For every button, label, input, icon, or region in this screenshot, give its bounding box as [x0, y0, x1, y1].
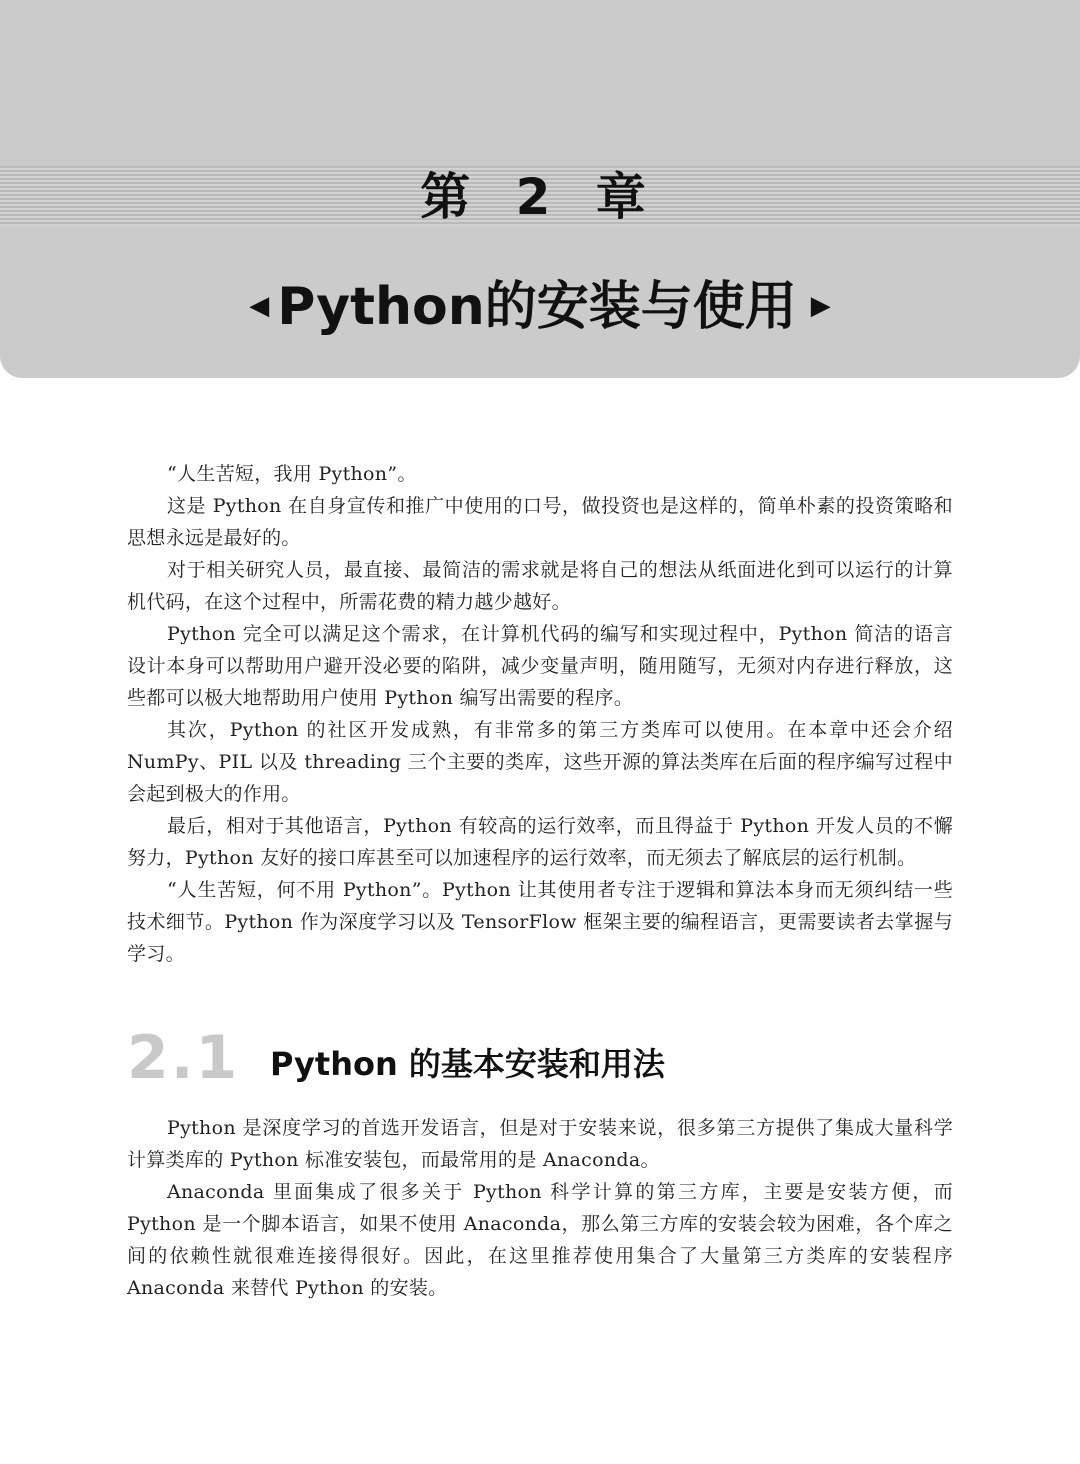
- intro-paragraph: “人生苦短，何不用 Python”。Python 让其使用者专注于逻辑和算法本身而无须纠结一些技术细节。Python 作为深度学习以及 TensorFlow 框架主要的编程语言，更需要读者去掌握与学习。: [127, 879, 953, 965]
- intro-paragraph: 其次，Python 的社区开发成熟，有非常多的第三方类库可以使用。在本章中还会介绍 NumPy、PIL 以及 threading 三个主要的类库，这些开源的算法类库在后面的程序编写过程中会起到极大的作用。: [127, 719, 953, 805]
- intro-paragraph: 最后，相对于其他语言，Python 有较高的运行效率，而且得益于 Python 开发人员的不懈努力，Python 友好的接口库甚至可以加速程序的运行效率，而无须去了解底层的运行机制。: [127, 815, 953, 869]
- right-triangle-icon: ▶: [810, 291, 831, 321]
- chapter-subtitle-line: [0, 276, 1080, 341]
- section-number: 2.1: [127, 1023, 240, 1093]
- section-text: [127, 1112, 953, 1304]
- section-paragraph: Python 是深度学习的首选开发语言，但是对于安装来说，很多第三方提供了集成大量科学计算类库的 Python 标准安装包，而最常用的是 Anaconda。: [127, 1117, 953, 1171]
- section-heading: [127, 1023, 957, 1093]
- chapter-title: 第 2 章: [420, 168, 660, 226]
- intro-paragraph: Python 完全可以满足这个需求，在计算机代码的编写和实现过程中，Python 简洁的语言设计本身可以帮助用户避开没必要的陷阱，减少变量声明，随用随写，无须对内存进行释放，这些都可以极大地帮助用户使用 Python 编写出需要的程序。: [127, 623, 953, 709]
- intro-paragraph: “人生苦短，我用 Python”。: [167, 463, 417, 485]
- chapter-subtitle: Python的安装与使用: [277, 277, 797, 337]
- intro-paragraph: 对于相关研究人员，最直接、最简洁的需求就是将自己的想法从纸面进化到可以运行的计算机代码，在这个过程中，所需花费的精力越少越好。: [127, 559, 953, 613]
- section-paragraph: Anaconda 里面集成了很多关于 Python 科学计算的第三方库，主要是安装方便，而 Python 是一个脚本语言，如果不使用 Anaconda，那么第三方库的安装会较为困难，各个库之间的依赖性就很难连接得很好。因此，在这里推荐使用集合了大量第三方类库的安装程序 Anaconda 来替代 Python 的安装。: [127, 1181, 953, 1299]
- chapter-header: [0, 0, 1080, 378]
- left-triangle-icon: ◀: [249, 291, 270, 321]
- intro-paragraph: 这是 Python 在自身宣传和推广中使用的口号，做投资也是这样的，简单朴素的投资策略和思想永远是最好的。: [127, 495, 953, 549]
- intro-text: [127, 458, 953, 970]
- section-title: Python 的基本安装和用法: [270, 1045, 665, 1083]
